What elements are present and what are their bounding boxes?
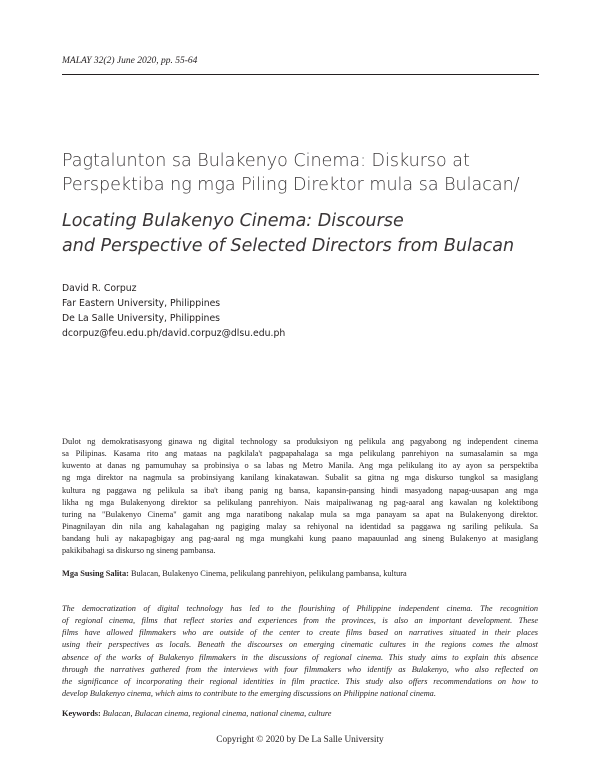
abstract-line: sa Pilipinas. Kasama rito ang mataas na pagkilala't pagpapahalaga sa mga pelikulang panrehiyon na sumasalamin sa mga xyxy=(62,449,538,459)
title-tagalog xyxy=(62,149,542,197)
abstract-english xyxy=(62,603,538,700)
keywords-label: Mga Susing Salita: xyxy=(62,569,129,578)
abstract-line: kultura ng paggawa ng pelikula sa iba't ibang panig ng bansa, kapansin-pansing hindi masyadong napag-uusapan ang mga xyxy=(62,485,538,495)
author-affiliation: Far Eastern University, Philippines xyxy=(62,298,221,309)
keywords-english xyxy=(62,708,538,720)
author-affiliation: De La Salle University, Philippines xyxy=(62,313,221,324)
keywords-label: Keywords: xyxy=(62,709,101,718)
abstract-line: through the narratives gathered from the interviews with four filmmakers who identify as Bulakenyo, who also reflected on xyxy=(62,664,538,674)
title-english-line: Locating Bulakenyo Cinema: Discourse xyxy=(62,211,404,231)
title-tagalog-line: Pagtalunton sa Bulakenyo Cinema: Diskurso at xyxy=(62,151,470,171)
abstract-line: of regional cinema, films that reflect stories and experiences from the provinces, is also an important development. These xyxy=(62,616,538,626)
keywords-tagalog xyxy=(62,568,538,580)
abstract-line: films have allowed filmmakers who are outside of the center to create films based on narratives situated in their places xyxy=(62,628,538,638)
copyright-notice: Copyright © 2020 by De La Salle University xyxy=(216,735,384,745)
author-email[interactable]: dcorpuz@feu.edu.ph/david.corpuz@dlsu.edu.ph xyxy=(62,328,286,339)
title-english xyxy=(62,209,542,259)
abstract-line: using their perspectives as locals. Beneath the discourses on emerging cinematic cultures in the regions comes the almost xyxy=(62,640,538,650)
abstract-line: likha ng mga Bulakenyong direktor sa pelikulang panrehiyon. Nais maipaliwanag ng pag-aaral ang kawalan ng kolektibong xyxy=(62,497,538,507)
abstract-line: Dulot ng demokratisasyong ginawa ng digital technology sa produksiyon ng pelikula ang pagyabong ng independent cinema xyxy=(62,437,538,446)
keywords-value: Bulacan, Bulakenyo Cinema, pelikulang panrehiyon, pelikulang pambansa, kultura xyxy=(130,569,407,578)
abstract-line: develop Bulakenyo cinema, which aims to contribute to the emerging discussions on Philippine national cinema. xyxy=(62,689,436,699)
abstract-line: bandang huli ay nakapagbigay ang pag-aaral ng mga mungkahi kung paano mapauunlad ang sineng Bulakenyo at masiglang xyxy=(62,534,538,544)
author-block xyxy=(62,281,285,341)
author-name: David R. Corpuz xyxy=(62,283,137,294)
title-english-line: and Perspective of Selected Directors from Bulacan xyxy=(62,236,515,256)
abstract-line: the significance of incorporating their regional identities in film practice. This study also offers recommendations on how to xyxy=(62,676,538,686)
abstract-tagalog xyxy=(62,436,538,558)
abstract-line: absence of the works of Bulakenyo filmmakers in the discussions of regional cinema. This study aims to explain this absence xyxy=(62,652,538,662)
journal-reference: MALAY 32(2) June 2020, pp. 55-64 xyxy=(62,56,198,66)
keywords-value: Bulacan, Bulacan cinema, regional cinema, national cinema, culture xyxy=(102,709,332,718)
abstract-line: The democratization of digital technology has led to the flourishing of Philippine independent cinema. The recognition xyxy=(62,604,538,613)
abstract-line: ng mga direktor na nagmula sa probinsiyang kanilang kinakatawan. Subalit sa gitna ng mga diskurso tungkol sa masiglang xyxy=(62,473,538,483)
abstract-line: turing na "Bulakenyo Cinema" gamit ang mga naratibong nakalap mula sa mga panayam sa apat na Bulakenyong direktor. xyxy=(62,509,538,519)
title-tagalog-line: Perspektiba ng mga Piling Direktor mula sa Bulacan/ xyxy=(62,175,520,195)
abstract-line: pakikibahagi sa diskurso ng sineng pambansa. xyxy=(62,546,216,556)
abstract-line: kuwento at danas ng pamumuhay sa probinsiya o sa labas ng Metro Manila. Ang mga pelikulang ito ay ayon sa perspektiba xyxy=(62,461,538,471)
abstract-line: Pinagnilayan din nila ang kahalagahan ng pagiging malay sa rehiyonal na identidad sa paggawa ng sariling pelikula. Sa xyxy=(62,522,538,532)
header-rule xyxy=(62,74,539,75)
